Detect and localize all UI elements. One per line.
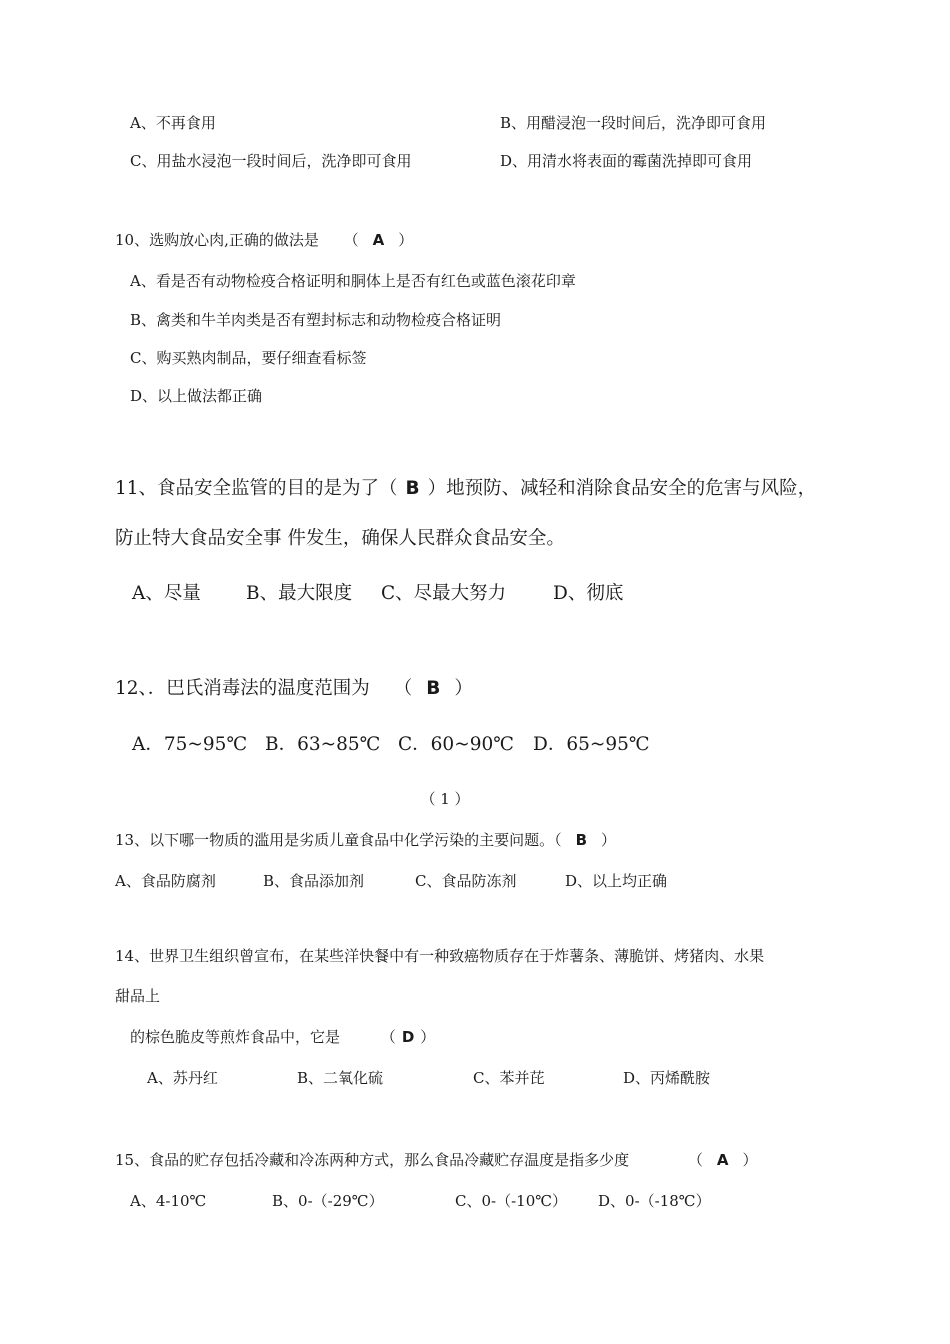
q11-option-c: C、尽最大努力 — [381, 583, 507, 604]
q12-option-b: B．63~85℃ — [265, 734, 381, 755]
q11-option-b: B、最大限度 — [246, 583, 353, 604]
q13-option-c: C、食品防冻剂 — [415, 872, 517, 890]
q12-option-d: D．65~95℃ — [533, 734, 650, 755]
q15-option-a: A、4-10℃ — [130, 1192, 207, 1210]
q10-answer: A — [372, 231, 385, 249]
q14-option-d: D、丙烯酰胺 — [623, 1069, 711, 1087]
q12-answer: B — [426, 678, 441, 699]
q12-option-a: A．75~95℃ — [132, 734, 248, 755]
q9-option-a: A、不再食用 — [130, 114, 216, 132]
q9-option-c: C、用盐水浸泡一段时间后，洗净即可食用 — [130, 152, 412, 170]
q11-answer: B — [405, 478, 420, 499]
q13-option-d: D、以上均正确 — [565, 872, 668, 890]
q10-stem: 10、选购放心肉,正确的做法是 （ A ） — [115, 231, 414, 249]
q13-answer: B — [575, 831, 588, 849]
q15-answer: A — [716, 1151, 729, 1169]
q10-option-d: D、以上做法都正确 — [130, 387, 263, 405]
q10-option-b: B、禽类和牛羊肉类是否有塑封标志和动物检疫合格证明 — [130, 311, 502, 329]
q15-option-d: D、0-（-18℃） — [598, 1192, 711, 1210]
q14-answer: D — [401, 1028, 415, 1046]
q14-option-b: B、二氧化硫 — [297, 1069, 384, 1087]
q14-option-c: C、苯并芘 — [473, 1069, 545, 1087]
q11-stem-line2: 防止特大食品安全事 件发生，确保人民群众食品安全。 — [115, 528, 565, 549]
q11-stem-line1: 11、食品安全监管的目的是为了（ B ）地预防、减轻和消除食品安全的危害与风险， — [115, 478, 817, 499]
q13-option-a: A、食品防腐剂 — [115, 872, 216, 890]
q13-option-b: B、食品添加剂 — [263, 872, 365, 890]
q11-option-d: D、彻底 — [553, 583, 624, 604]
q12-stem: 12、．巴氏消毒法的温度范围为 （ B ） — [115, 678, 473, 699]
q15-option-b: B、0-（-29℃） — [272, 1192, 384, 1210]
q9-option-b: B、用醋浸泡一段时间后，洗净即可食用 — [500, 114, 767, 132]
q13-stem: 13、以下哪一物质的滥用是劣质儿童食品中化学污染的主要问题。（ B ） — [115, 831, 617, 849]
page-number: （ 1 ） — [420, 790, 470, 808]
q10-option-c: C、购买熟肉制品，要仔细查看标签 — [130, 349, 367, 367]
q14-stem-line1: 14、世界卫生组织曾宣布，在某些洋快餐中有一种致癌物质存在于炸薯条、薄脆饼、烤猪肉、水果 — [115, 947, 765, 965]
q15-option-c: C、0-（-10℃） — [455, 1192, 568, 1210]
q9-option-d: D、用清水将表面的霉菌洗掉即可食用 — [500, 152, 753, 170]
q10-option-a: A、看是否有动物检疫合格证明和胴体上是否有红色或蓝色滚花印章 — [130, 272, 576, 290]
q11-option-a: A、尽量 — [132, 583, 201, 604]
q15-stem: 15、食品的贮存包括冷藏和冷冻两种方式，那么食品冷藏贮存温度是指多少度 （ A ） — [115, 1151, 758, 1169]
q14-stem-line3: 的棕色脆皮等煎炸食品中，它是 （ D ） — [130, 1028, 436, 1046]
q14-stem-line2: 甜品上 — [115, 987, 161, 1005]
q14-option-a: A、苏丹红 — [147, 1069, 218, 1087]
q12-option-c: C．60~90℃ — [398, 734, 514, 755]
